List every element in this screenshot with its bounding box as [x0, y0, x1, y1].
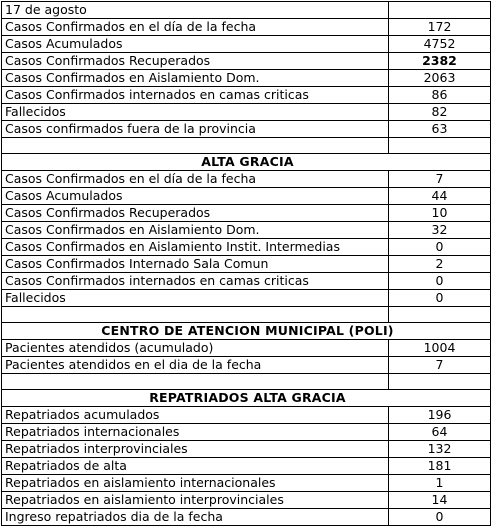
centro-atencion-row-value: 1004: [389, 340, 491, 357]
alta-gracia-row-value: 10: [389, 205, 491, 222]
alta-gracia-heading: ALTA GRACIA: [2, 154, 491, 171]
alta-gracia-row-label: Fallecidos: [2, 290, 389, 307]
repatriados-heading: REPATRIADOS ALTA GRACIA: [2, 390, 491, 407]
provincial-row: [2, 36, 491, 53]
centro-atencion-row-label: Pacientes atendidos en el dia de la fecha: [2, 357, 389, 374]
alta-gracia-row-value: 2: [389, 256, 491, 273]
repatriados-row-value: 181: [389, 458, 491, 475]
provincial-row-label: Casos Confirmados Recuperados: [2, 53, 389, 70]
alta-gracia-row: [2, 290, 491, 307]
centro-atencion-heading-row: [2, 323, 491, 340]
repatriados-row-value: 64: [389, 424, 491, 441]
alta-gracia-row: [2, 273, 491, 290]
alta-gracia-row-label: Casos Confirmados internados en camas criticas: [2, 273, 389, 290]
repatriados-row-value: 1: [389, 475, 491, 492]
repatriados-row: [2, 492, 491, 509]
repatriados-row-label: Repatriados en aislamiento internacionales: [2, 475, 389, 492]
repatriados-row-label: Repatriados en aislamiento interprovinciales: [2, 492, 389, 509]
centro-atencion-row: [2, 357, 491, 374]
repatriados-row: [2, 509, 491, 526]
provincial-row: [2, 121, 491, 138]
report-body: [2, 2, 491, 526]
alta-gracia-row-label: Casos Confirmados Recuperados: [2, 205, 389, 222]
repatriados-row-label: Repatriados acumulados: [2, 407, 389, 424]
provincial-row-value: 2063: [389, 70, 491, 87]
alta-gracia-row: [2, 239, 491, 256]
provincial-row: [2, 53, 491, 70]
provincial-row-value: 2382: [389, 53, 491, 70]
spacer-row-cell: [389, 374, 491, 390]
alta-gracia-row-value: 0: [389, 273, 491, 290]
alta-gracia-row-value: 7: [389, 171, 491, 188]
alta-gracia-row-value: 0: [389, 239, 491, 256]
provincial-row-label: Casos Confirmados internados en camas criticas: [2, 87, 389, 104]
provincial-row: [2, 104, 491, 121]
alta-gracia-row: [2, 205, 491, 222]
date-label: 17 de agosto: [2, 2, 389, 19]
provincial-row-value: 82: [389, 104, 491, 121]
alta-gracia-row: [2, 256, 491, 273]
alta-gracia-row-label: Casos Confirmados en Aislamiento Instit. Intermedias: [2, 239, 389, 256]
repatriados-row-value: 0: [389, 509, 491, 526]
provincial-row-value: 63: [389, 121, 491, 138]
alta-gracia-row-value: 32: [389, 222, 491, 239]
alta-gracia-row: [2, 222, 491, 239]
repatriados-row-value: 132: [389, 441, 491, 458]
centro-atencion-heading: CENTRO DE ATENCION MUNICIPAL (POLI): [2, 323, 491, 340]
alta-gracia-row-value: 0: [389, 290, 491, 307]
repatriados-row: [2, 424, 491, 441]
date-row: [2, 2, 491, 19]
provincial-row-value: 86: [389, 87, 491, 104]
repatriados-row: [2, 407, 491, 424]
date-value-cell: [389, 2, 491, 19]
repatriados-row: [2, 475, 491, 492]
repatriados-row-value: 14: [389, 492, 491, 509]
spacer-row: [2, 374, 491, 390]
provincial-row-label: Casos Confirmados en Aislamiento Dom.: [2, 70, 389, 87]
repatriados-row-value: 196: [389, 407, 491, 424]
centro-atencion-row: [2, 340, 491, 357]
spacer-row-cell: [2, 374, 389, 390]
spacer-row-cell: [2, 138, 389, 154]
alta-gracia-row: [2, 171, 491, 188]
spacer-row-cell: [389, 138, 491, 154]
alta-gracia-row-label: Casos Confirmados en Aislamiento Dom.: [2, 222, 389, 239]
covid-report-table: [1, 1, 491, 526]
provincial-row-value: 172: [389, 19, 491, 36]
spacer-row: [2, 138, 491, 154]
provincial-row: [2, 87, 491, 104]
provincial-row-value: 4752: [389, 36, 491, 53]
repatriados-row-label: Repatriados internacionales: [2, 424, 389, 441]
spacer-row-cell: [389, 307, 491, 323]
alta-gracia-row: [2, 188, 491, 205]
provincial-row: [2, 70, 491, 87]
provincial-row-label: Casos Confirmados en el día de la fecha: [2, 19, 389, 36]
repatriados-row: [2, 458, 491, 475]
alta-gracia-row-value: 44: [389, 188, 491, 205]
repatriados-row-label: Ingreso repatriados dia de la fecha: [2, 509, 389, 526]
alta-gracia-heading-row: [2, 154, 491, 171]
alta-gracia-row-label: Casos Confirmados Internado Sala Comun: [2, 256, 389, 273]
provincial-row-label: Fallecidos: [2, 104, 389, 121]
repatriados-row: [2, 441, 491, 458]
alta-gracia-row-label: Casos Confirmados en el día de la fecha: [2, 171, 389, 188]
spacer-row: [2, 307, 491, 323]
provincial-row-label: Casos confirmados fuera de la provincia: [2, 121, 389, 138]
repatriados-row-label: Repatriados interprovinciales: [2, 441, 389, 458]
spacer-row-cell: [2, 307, 389, 323]
repatriados-row-label: Repatriados de alta: [2, 458, 389, 475]
provincial-row-label: Casos Acumulados: [2, 36, 389, 53]
centro-atencion-row-label: Pacientes atendidos (acumulado): [2, 340, 389, 357]
repatriados-heading-row: [2, 390, 491, 407]
centro-atencion-row-value: 7: [389, 357, 491, 374]
provincial-row: [2, 19, 491, 36]
alta-gracia-row-label: Casos Acumulados: [2, 188, 389, 205]
